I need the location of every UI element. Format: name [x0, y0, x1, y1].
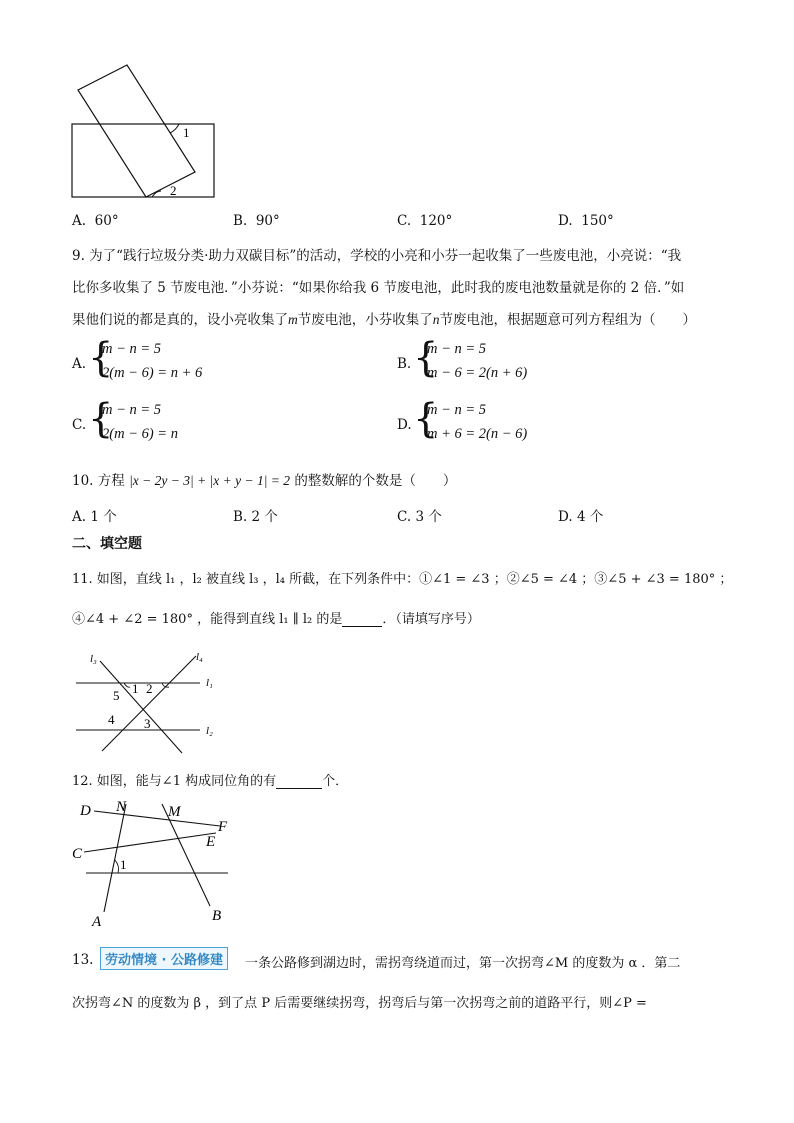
q9-option-a-eq2: 2(m − 6) = n + 6: [102, 365, 203, 381]
svg-text:3: 3: [144, 716, 151, 731]
q13-context-tag: 劳动情境 · 公路修建: [100, 947, 228, 970]
svg-text:F: F: [218, 819, 228, 835]
q8-option-b[interactable]: B. 90°: [233, 213, 280, 229]
svg-text:1: 1: [120, 857, 127, 872]
q9-option-d-eq1: m − n = 5: [427, 402, 487, 418]
q9-option-c-letter[interactable]: C.: [72, 417, 87, 433]
q9-option-d-letter[interactable]: D.: [397, 417, 412, 433]
q11-answer-blank[interactable]: [342, 625, 382, 627]
q8-angle2-label: 2: [170, 183, 177, 198]
svg-text:M: M: [168, 804, 181, 820]
q12-question: 12. 如图，能与∠1 构成同位角的有 个．: [72, 774, 349, 789]
q9-option-b-eq2: m − 6 = 2(n + 6): [427, 365, 528, 381]
q10-question: 10. 方程 |x − 2y − 3| + |x + y − 1| = 2 的整数解的个数是（ ）: [72, 473, 457, 489]
svg-text:2: 2: [146, 681, 153, 696]
line-CE: [84, 833, 216, 852]
svg-text:l₄: l₄: [196, 651, 203, 663]
svg-text:l₃: l₃: [90, 653, 97, 665]
q8-rectangle: [72, 124, 214, 197]
section-heading: 二、填空题: [72, 536, 142, 552]
q13-text-line2: 次拐弯∠N 的度数为 β ，到了点 P 后需要继续拐弯，拐弯后与第一次拐弯之前的道路平行，则∠P =: [72, 996, 647, 1011]
q10-option-a[interactable]: A. 1 个: [72, 509, 117, 525]
q9-option-b-letter[interactable]: B.: [397, 356, 412, 372]
svg-text:A: A: [92, 914, 102, 928]
svg-text:N: N: [116, 799, 127, 815]
q10-option-c[interactable]: C. 3 个: [397, 509, 442, 525]
q9-option-c-eq2: 2(m − 6) = n: [102, 426, 178, 442]
q13-number: 13.: [72, 952, 94, 968]
q9-option-a-eq1: m − n = 5: [102, 341, 162, 357]
q8-angle1-arc: [170, 124, 179, 133]
q9-text-line1: 9. 为了“践行垃圾分类·助力双碳目标”的活动，学校的小亮和小芬一起收集了一些废电池，小亮说：“我: [72, 248, 682, 264]
svg-text:4: 4: [108, 712, 115, 727]
svg-text:E: E: [206, 834, 216, 850]
svg-text:D: D: [80, 803, 91, 819]
q9-option-a-letter[interactable]: A.: [72, 356, 87, 372]
q12-answer-blank[interactable]: [276, 787, 322, 789]
q9-text-line3: 果他们说的都是真的，设小亮收集了m节废电池，小芬收集了n节废电池，根据题意可列方程组为（ ）: [72, 312, 696, 328]
q9-text-line2: 比你多收集了 5 节废电池．”小芬说：“如果你给我 6 节废电池，此时我的废电池数量就是你的 2 倍．”如: [72, 280, 685, 296]
q10-equation: |x − 2y − 3| + |x + y − 1| = 2: [129, 473, 291, 488]
q9-option-c-eq1: m − n = 5: [102, 402, 162, 418]
q10-option-b[interactable]: B. 2 个: [233, 509, 278, 525]
svg-text:5: 5: [113, 688, 120, 703]
q13-text-line1: 一条公路修到湖边时，需拐弯绕道而过，第一次拐弯∠M 的度数为 α ．第二: [245, 956, 681, 971]
q9-option-d-eq2: m + 6 = 2(n − 6): [427, 426, 528, 442]
q8-tilted-rectangle: [78, 65, 195, 197]
svg-text:1: 1: [132, 681, 139, 696]
q12-figure: [70, 796, 240, 928]
q8-angle2-arc: [152, 191, 161, 197]
svg-text:C: C: [72, 846, 83, 862]
line-DF: [94, 811, 220, 826]
q8-angle1-label: 1: [183, 125, 190, 140]
q8-option-c[interactable]: C. 120°: [397, 213, 453, 229]
q8-option-a[interactable]: A. 60°: [72, 213, 119, 229]
line-l3: [100, 661, 182, 753]
q11-figure: [72, 648, 232, 760]
q11-text-line2: ④∠4 + ∠2 = 180° ，能得到直线 l₁ ∥ l₂ 的是 ．（请填写序号）: [72, 612, 480, 627]
q9-option-b-eq1: m − n = 5: [427, 341, 487, 357]
q11-text-line1: 11. 如图，直线 l₁ ，l₂ 被直线 l₃ ，l₄ 所截，在下列条件中：①∠1 = ∠3 ；②∠5 = ∠4 ；③∠5 + ∠3 = 180° ；: [72, 572, 733, 587]
line-l4: [102, 656, 196, 751]
svg-text:B: B: [212, 908, 222, 924]
svg-text:l₂: l₂: [206, 725, 213, 737]
q10-option-d[interactable]: D. 4 个: [558, 509, 604, 525]
q8-option-d[interactable]: D. 150°: [558, 213, 614, 229]
q8-figure: [66, 58, 226, 204]
svg-text:l₁: l₁: [206, 677, 213, 689]
